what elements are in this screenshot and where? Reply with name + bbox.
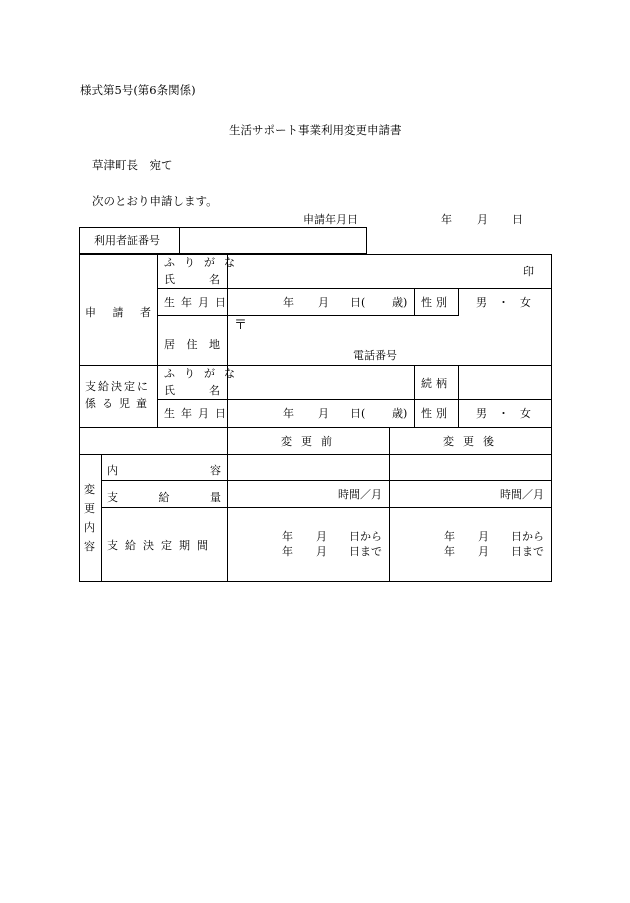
period-after-from-month: 月 [478, 530, 489, 543]
applicant-birth-label: 生年月日 [164, 296, 232, 309]
change-section-label-3: 内 [84, 521, 95, 534]
application-date-month: 月 [477, 213, 488, 226]
phone-label: 電話番号 [353, 349, 397, 362]
applicant-birth-day: 日( [350, 296, 366, 309]
period-before-to-month: 月 [316, 545, 327, 558]
period-after-to-year: 年 [444, 545, 455, 558]
change-amount-before-unit: 時間／月 [338, 488, 382, 501]
applicant-furigana-label: ふりがな [164, 256, 244, 269]
applicant-address-input[interactable] [228, 316, 552, 366]
change-section-label-2: 更 [84, 502, 95, 515]
change-after-label: 変更後 [443, 435, 503, 448]
change-header-blank [79, 428, 228, 455]
child-relation-label: 続柄 [421, 377, 451, 390]
period-after-from-day: 日から [511, 530, 544, 543]
applicant-sex-options[interactable]: 男 ・ 女 [476, 296, 531, 309]
period-after-to-day: 日まで [511, 545, 544, 558]
applicant-name-label: 氏 名 [164, 273, 220, 286]
period-before-from-day: 日から [349, 530, 382, 543]
applicant-name-input[interactable] [228, 254, 552, 289]
period-before-from-month: 月 [316, 530, 327, 543]
child-name-label: 氏 名 [164, 384, 220, 397]
change-section-cell [79, 455, 102, 582]
child-section-label-1: 支給決定に [85, 380, 150, 393]
form-number: 様式第5号(第6条関係) [80, 83, 196, 97]
seal-mark: 印 [523, 265, 534, 278]
child-birth-label: 生年月日 [164, 407, 232, 420]
period-after-from-year: 年 [444, 530, 455, 543]
change-content-before-input[interactable] [228, 455, 390, 481]
child-sex-label: 性別 [421, 407, 451, 420]
child-name-input[interactable] [228, 366, 415, 400]
change-amount-label: 支 給 量 [107, 491, 221, 504]
application-date-label: 申請年月日 [303, 213, 358, 226]
child-birth-year: 年 [283, 407, 294, 420]
period-after-to-month: 月 [478, 545, 489, 558]
child-sex-options[interactable]: 男 ・ 女 [476, 407, 531, 420]
applicant-birth-age: 歳) [392, 296, 408, 309]
change-content-after-input[interactable] [390, 455, 552, 481]
addressee: 草津町長 宛て [92, 158, 173, 172]
applicant-sex-label: 性別 [421, 296, 451, 309]
period-before-to-year: 年 [282, 545, 293, 558]
change-before-label: 変更前 [281, 435, 341, 448]
child-birth-day: 日( [350, 407, 366, 420]
period-before-from-year: 年 [282, 530, 293, 543]
change-section-label-4: 容 [84, 540, 95, 553]
change-content-label: 内 容 [107, 464, 221, 477]
change-amount-after-unit: 時間／月 [500, 488, 544, 501]
application-date-year: 年 [441, 213, 452, 226]
intro-text: 次のとおり申請します。 [92, 194, 218, 208]
child-furigana-label: ふりがな [164, 367, 244, 380]
period-before-to-day: 日まで [349, 545, 382, 558]
applicant-address-label: 居 住 地 [164, 338, 220, 351]
child-birth-age: 歳) [392, 407, 408, 420]
user-id-input[interactable] [180, 227, 367, 254]
child-birth-month: 月 [318, 407, 329, 420]
child-relation-input[interactable] [459, 366, 552, 400]
form-title: 生活サポート事業利用変更申請書 [229, 123, 402, 137]
applicant-birth-month: 月 [318, 296, 329, 309]
change-period-label: 支給決定期間 [107, 539, 215, 552]
applicant-birth-year: 年 [283, 296, 294, 309]
application-date-day: 日 [512, 213, 523, 226]
change-section-label-1: 変 [84, 483, 95, 496]
child-section-label-2: 係る児童 [85, 397, 153, 410]
applicant-section-label: 申 請 者 [85, 306, 151, 319]
user-id-label: 利用者証番号 [94, 234, 160, 247]
postal-mark: 〒 [234, 318, 248, 333]
